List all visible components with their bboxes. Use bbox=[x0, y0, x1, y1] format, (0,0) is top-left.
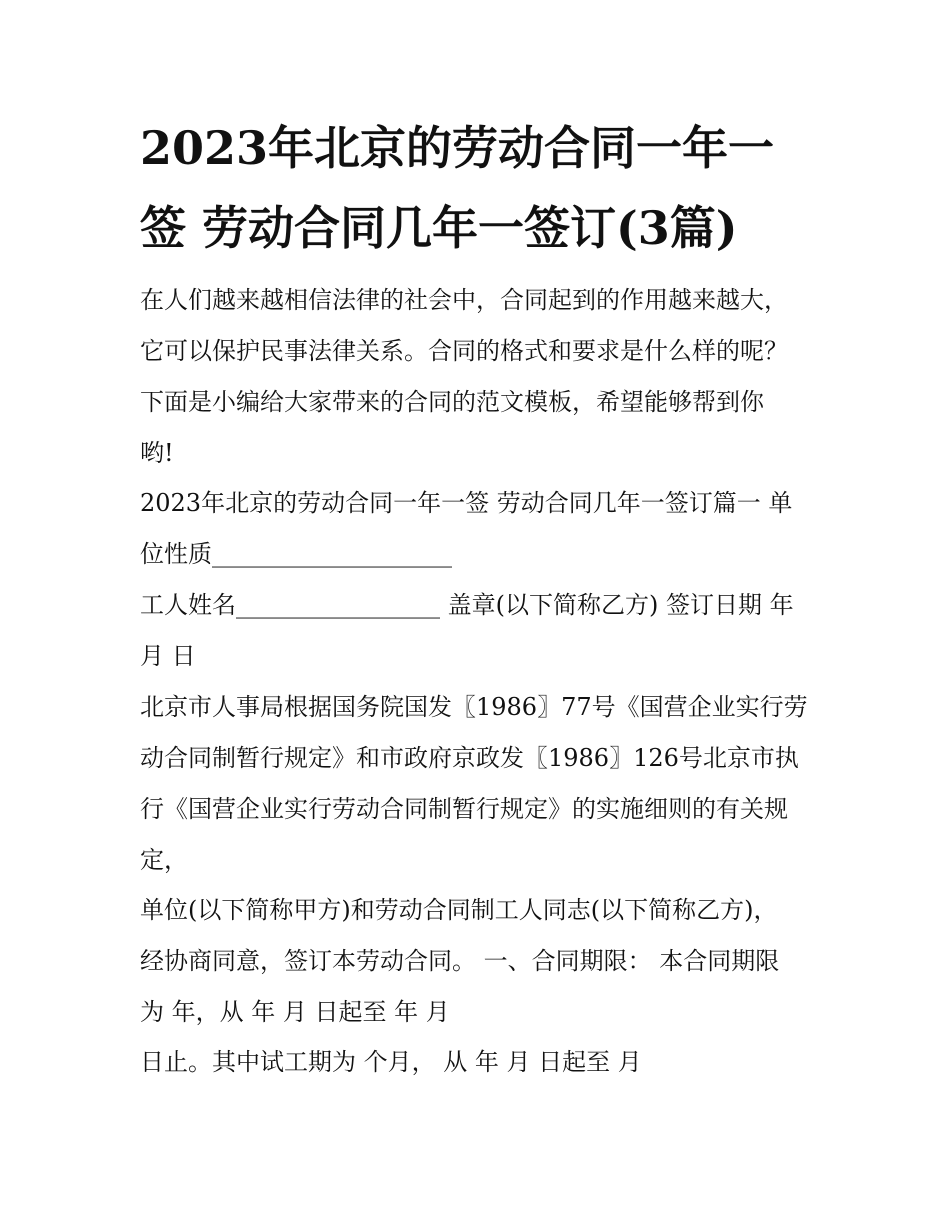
text-line: 在人们越来越相信法律的社会中，合同起到的作用越来越大， bbox=[140, 286, 788, 314]
text-line: 工人姓名_________________ 盖章(以下简称乙方) 签订日期 年 bbox=[140, 591, 794, 619]
document-title bbox=[140, 108, 820, 268]
parties-paragraph bbox=[140, 885, 830, 1038]
text-line: 单位(以下简称甲方)和劳动合同制工人同志(以下简称乙方)， bbox=[140, 896, 778, 924]
text-line: 行《国营企业实行劳动合同制暂行规定》的实施细则的有关规 bbox=[140, 795, 788, 823]
text-line: 动合同制暂行规定》和市政府京政发〖1986〗126号北京市执 bbox=[140, 744, 799, 772]
text-line: 为 年，从 年 月 日起至 年 月 bbox=[140, 998, 450, 1026]
section-heading-paragraph bbox=[140, 478, 830, 580]
text-line: 哟! bbox=[140, 439, 174, 467]
legal-basis-paragraph bbox=[140, 682, 830, 886]
title-line: 2023年北京的劳动合同一年一 bbox=[140, 121, 775, 175]
text-line: 月 日 bbox=[140, 642, 196, 670]
title-line: 签 劳动合同几年一签订(3篇) bbox=[140, 201, 738, 255]
text-line: 日止。其中试工期为 个月， 从 年 月 日起至 月 bbox=[140, 1048, 642, 1076]
text-line: 它可以保护民事法律关系。合同的格式和要求是什么样的呢？ bbox=[140, 337, 788, 365]
text-line: 下面是小编给大家带来的合同的范文模板，希望能够帮到你 bbox=[140, 388, 764, 416]
text-line: 定， bbox=[140, 846, 188, 874]
probation-paragraph bbox=[140, 1037, 830, 1088]
text-line: 经协商同意，签订本劳动合同。 一、合同期限： 本合同期限 bbox=[140, 947, 780, 975]
text-line: 2023年北京的劳动合同一年一签 劳动合同几年一签订篇一 单 bbox=[140, 489, 793, 517]
intro-paragraph bbox=[140, 275, 830, 479]
text-line: 位性质____________________ bbox=[140, 540, 452, 568]
text-line: 北京市人事局根据国务院国发〖1986〗77号《国营企业实行劳 bbox=[140, 693, 808, 721]
worker-name-paragraph bbox=[140, 580, 830, 682]
